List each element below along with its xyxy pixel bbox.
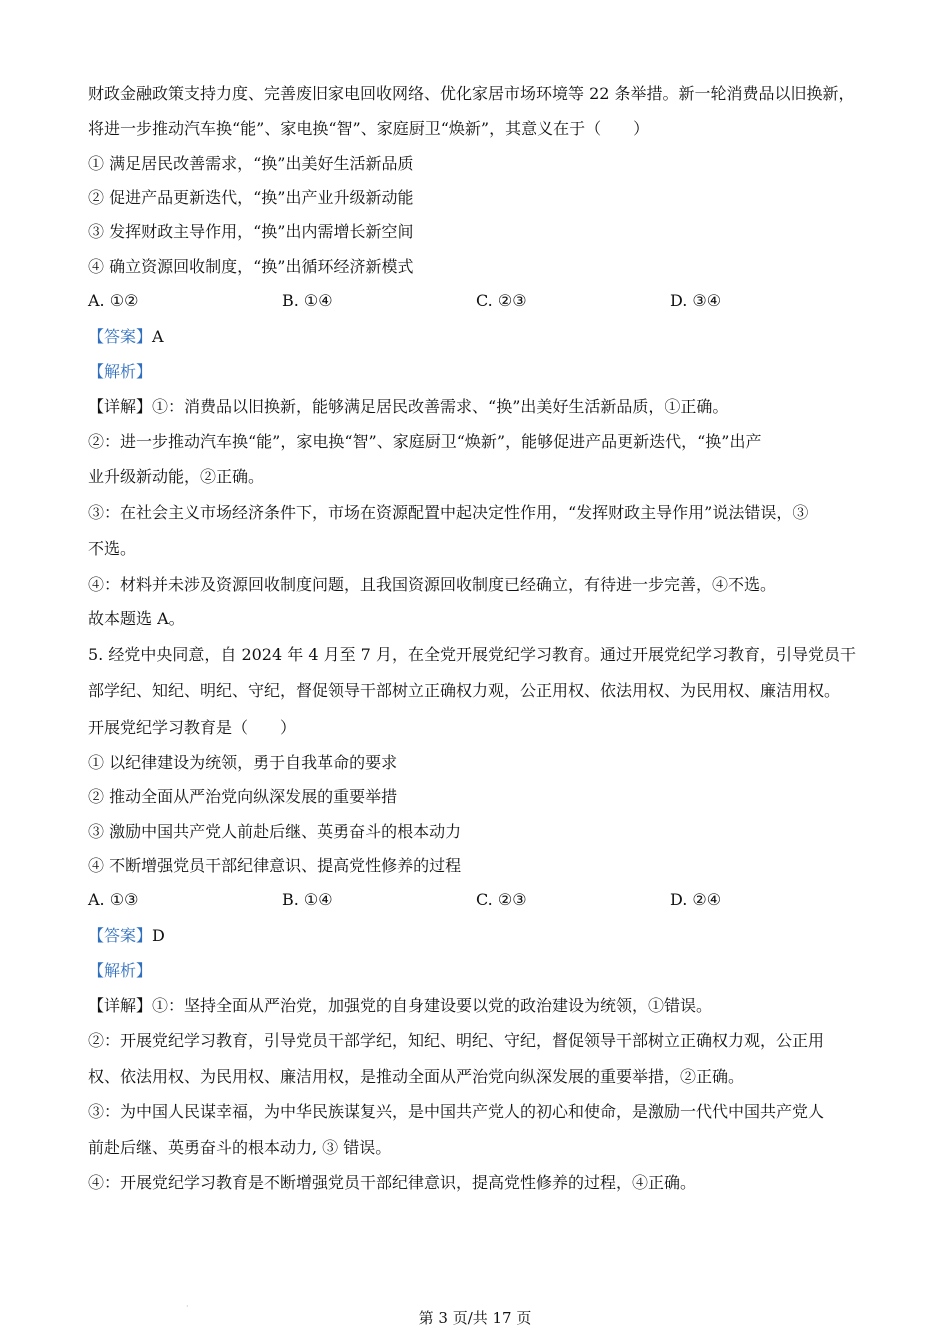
q4-detail-line-3: 业升级新动能，②正确。 [88, 467, 265, 486]
q4-conclusion: 故本题选 A。 [88, 609, 185, 628]
q5-detail-line-4: ③：为中国人民谋幸福，为中华民族谋复兴，是中国共产党人的初心和使命，是激励一代代中国共产党人 [88, 1102, 825, 1121]
q5-item-3: ③ 激励中国共产党人前赴后继、英勇奋斗的根本动力 [88, 822, 462, 841]
q4-option-a: A. ①② [88, 291, 139, 310]
q5-detail-line-5: 前赴后继、英勇奋斗的根本动力, ③ 错误。 [88, 1138, 392, 1157]
analysis-tag: 【解析】 [88, 362, 153, 381]
answer-tag: 【答案】 [88, 926, 153, 945]
q4-detail-line-2: ②：进一步推动汽车换“能”，家电换“智”、家庭厨卫“焕新”，能够促进产品更新迭代，“换”出产 [88, 432, 762, 451]
q4-detail-line-5: 不选。 [88, 539, 137, 558]
q5-item-2: ② 推动全面从严治党向纵深发展的重要举措 [88, 787, 398, 806]
q5-option-c: C. ②③ [476, 890, 527, 909]
detail-text: ①：坚持全面从严治党，加强党的自身建设要以党的政治建设为统领，①错误。 [152, 996, 713, 1015]
q4-item-1: ① 满足居民改善需求，“换”出美好生活新品质 [88, 154, 414, 173]
q5-analysis-heading [88, 961, 152, 981]
q5-stem-line-1: 5. 经党中央同意，自 2024 年 4 月至 7 月，在全党开展党纪学习教育。通过开展党纪学习教育，引导党员干 [88, 645, 856, 664]
q4-detail-line-4: ③：在社会主义市场经济条件下，市场在资源配置中起决定性作用，“发挥财政主导作用”说法错误，③ [88, 503, 809, 522]
q4-item-4: ④ 确立资源回收制度，“换”出循环经济新模式 [88, 257, 414, 276]
q5-item-4: ④ 不断增强党员干部纪律意识、提高党性修养的过程 [88, 856, 462, 875]
analysis-tag: 【解析】 [88, 961, 153, 980]
q4-option-c: C. ②③ [476, 291, 527, 310]
q4-stem-line-1: 财政金融政策支持力度、完善废旧家电回收网络、优化家居市场环境等 22 条举措。新一轮消费品以旧换新， [88, 84, 855, 103]
answer-tag: 【答案】 [88, 327, 153, 346]
detail-tag: 【详解】 [88, 397, 153, 416]
q4-analysis-heading [88, 362, 152, 382]
q5-option-b: B. ①④ [282, 890, 333, 909]
detail-tag: 【详解】 [88, 996, 153, 1015]
q4-option-d: D. ③④ [670, 291, 722, 310]
q5-detail-line-2: ②：开展党纪学习教育，引导党员干部学纪，知纪、明纪、守纪，督促领导干部树立正确权力观，公正用 [88, 1031, 825, 1050]
q4-item-3: ③ 发挥财政主导作用，“换”出内需增长新空间 [88, 222, 414, 241]
q5-stem-line-2: 部学纪、知纪、明纪、守纪，督促领导干部树立正确权力观，公正用权、依法用权、为民用权、廉洁用权。 [88, 681, 841, 700]
q5-detail-line-3: 权、依法用权、为民用权、廉洁用权，是推动全面从严治党向纵深发展的重要举措，②正确。 [88, 1067, 745, 1086]
q5-option-a: A. ①③ [88, 890, 139, 909]
q5-item-1: ① 以纪律建设为统领，勇于自我革命的要求 [88, 753, 398, 772]
q4-option-b: B. ①④ [282, 291, 333, 310]
answer-value: A [152, 327, 164, 346]
q5-answer [88, 926, 165, 946]
q4-stem-line-2: 将进一步推动汽车换“能”、家电换“智”、家庭厨卫“焕新”，其意义在于（ ） [88, 119, 650, 138]
q5-stem-line-3: 开展党纪学习教育是（ ） [88, 718, 297, 737]
answer-value: D [152, 926, 165, 945]
q5-detail-line-6: ④：开展党纪学习教育是不断增强党员干部纪律意识，提高党性修养的过程，④正确。 [88, 1173, 697, 1192]
q4-detail-line-6: ④：材料并未涉及资源回收制度问题，且我国资源回收制度已经确立，有待进一步完善，④不选。 [88, 575, 777, 594]
detail-text: ①：消费品以旧换新，能够满足居民改善需求、“换”出美好生活新品质，①正确。 [152, 397, 729, 416]
q4-detail-line-1 [88, 397, 728, 417]
q4-answer [88, 327, 164, 347]
q5-option-d: D. ②④ [670, 890, 722, 909]
scan-artifact-dot: · [186, 1302, 189, 1311]
page-number-footer: 第 3 页/共 17 页 [418, 1309, 532, 1327]
q5-detail-line-1 [88, 996, 712, 1016]
q4-item-2: ② 促进产品更新迭代，“换”出产业升级新动能 [88, 188, 414, 207]
